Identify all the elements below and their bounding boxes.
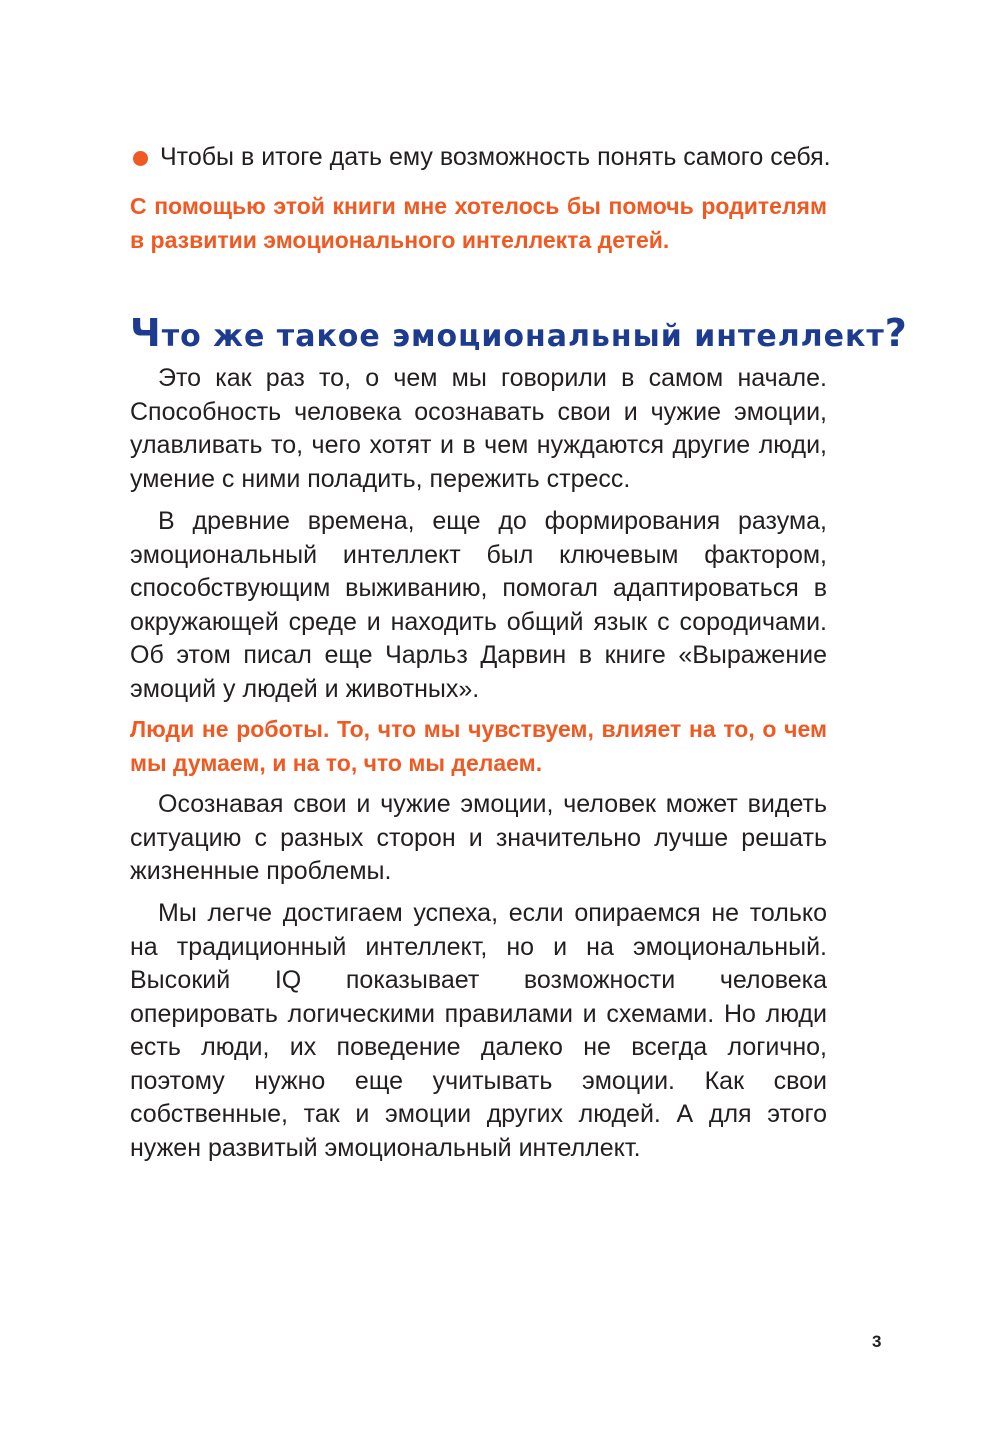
page-number: 3 <box>872 1332 882 1351</box>
paragraph-success: Мы легче достигаем успеха, если опираемся не только на традиционный интеллект, но и на эмоциональный. Высокий IQ показывает возможности человека оперировать логическими правилами и схемами. Но люди есть люди, их поведение далеко не всегда логично, поэтому нужно еще учитывать эмоции. Как свои собственные, так и эмоции других людей. А для этого нужен развитый эмоциональный интеллект. <box>130 899 827 1162</box>
paragraph-awareness: Осознавая свои и чужие эмоции, человек может видеть ситуацию с разных сторон и значительно лучше решать жизненные проблемы. <box>130 790 827 885</box>
middle-highlight: Люди не роботы. То, что мы чувствуем, влияет на то, о чем мы думаем, и на то, что мы делаем. <box>130 716 827 776</box>
section-heading-mark: ? <box>884 311 908 355</box>
section-heading <box>130 310 908 360</box>
paragraph-history: В древние времена, еще до формирования разума, эмоциональный интеллект был ключевым фактором, способствующим выживанию, помогал адаптироваться в окружающей среде и находить общий язык с сородичами. Об этом писал еще Чарльз Дарвин в книге «Выражение эмоций у людей и животных». <box>130 507 827 703</box>
section-heading-initial: Ч <box>130 311 162 355</box>
bullet-dot-icon <box>133 151 148 166</box>
paragraph-definition: Это как раз то, о чем мы говорили в самом начале. Способность человека осознавать свои и чужие эмоции, улавливать то, чего хотят и в чем нуждаются другие люди, умение с ними поладить, пережить стресс. <box>130 364 827 493</box>
bullet-item <box>133 141 833 175</box>
section-heading-text: то же такое эмоциональный интеллект <box>161 319 885 354</box>
bullet-text: Чтобы в итоге дать ему возможность понять самого себя. <box>160 143 831 171</box>
intro-highlight: С помощью этой книги мне хотелось бы помочь родителям в развитии эмоционального интеллекта детей. <box>130 193 827 253</box>
